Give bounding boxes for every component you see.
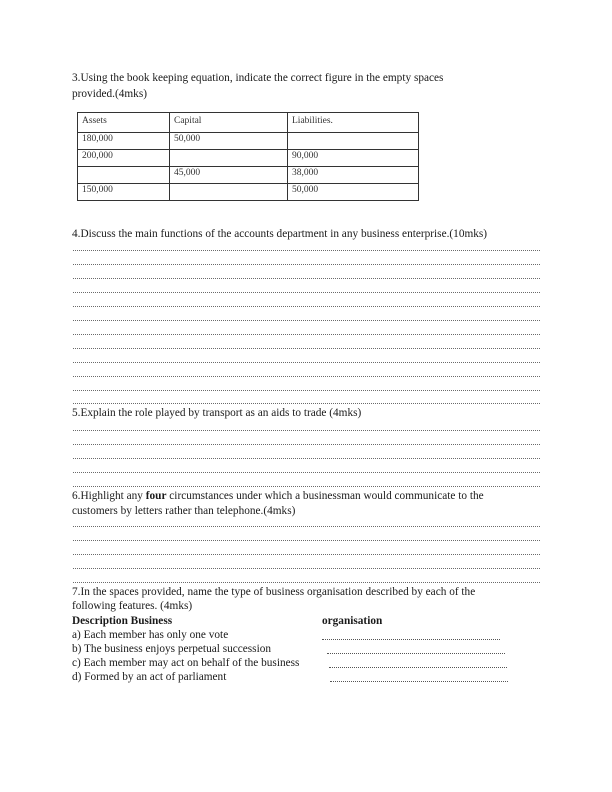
answer-line[interactable] — [73, 554, 540, 555]
q7-col-header-description: Description Business — [72, 615, 173, 627]
answer-line[interactable] — [73, 306, 540, 307]
q7-item-d: d) Formed by an act of parliament — [72, 671, 227, 683]
cell-assets-blank[interactable] — [78, 167, 170, 184]
cell-assets: 200,000 — [78, 150, 170, 167]
q6-emphasis: four — [145, 490, 167, 502]
answer-line[interactable] — [73, 444, 540, 445]
q7-answer-blank-a[interactable] — [322, 639, 500, 640]
q7-item-b: b) The business enjoys perpetual succession — [72, 643, 272, 655]
q7-prompt-line2: following features. (4mks) — [72, 600, 193, 612]
q3-prompt-line2: provided.(4mks) — [72, 88, 147, 100]
cell-capital: 50,000 — [170, 133, 288, 150]
cell-assets: 150,000 — [78, 184, 170, 201]
header-assets: Assets — [78, 113, 170, 133]
q5-prompt: 5.Explain the role played by transport as an aids to trade (4mks) — [72, 407, 362, 419]
answer-line[interactable] — [73, 486, 540, 487]
answer-line[interactable] — [73, 320, 540, 321]
answer-line[interactable] — [73, 568, 540, 569]
table-row — [78, 150, 419, 167]
answer-line[interactable] — [73, 264, 540, 265]
answer-line[interactable] — [73, 582, 540, 583]
header-capital: Capital — [170, 113, 288, 133]
header-liabilities: Liabilities. — [288, 113, 419, 133]
cell-capital-blank[interactable] — [170, 150, 288, 167]
answer-line[interactable] — [73, 362, 540, 363]
q6-prompt-line1 — [72, 489, 484, 504]
answer-line[interactable] — [73, 376, 540, 377]
cell-assets: 180,000 — [78, 133, 170, 150]
q7-prompt-line1: 7.In the spaces provided, name the type of business organisation described by each of the — [72, 586, 476, 598]
answer-line[interactable] — [73, 430, 540, 431]
table-row — [78, 133, 419, 150]
q7-item-a: a) Each member has only one vote — [72, 629, 229, 641]
q7-answer-blank-b[interactable] — [327, 653, 505, 654]
cell-capital: 45,000 — [170, 167, 288, 184]
answer-line[interactable] — [73, 292, 540, 293]
answer-line[interactable] — [73, 403, 540, 404]
cell-liabilities: 38,000 — [288, 167, 419, 184]
q4-prompt: 4.Discuss the main functions of the accounts department in any business enterprise.(10mks) — [72, 228, 488, 240]
bookkeeping-equation-table — [77, 112, 419, 201]
q7-item-c: c) Each member may act on behalf of the business — [72, 657, 300, 669]
answer-line[interactable] — [73, 334, 540, 335]
table-header-row — [78, 113, 419, 133]
answer-line[interactable] — [73, 458, 540, 459]
answer-line[interactable] — [73, 348, 540, 349]
answer-line[interactable] — [73, 390, 540, 391]
cell-capital-blank[interactable] — [170, 184, 288, 201]
cell-liabilities: 90,000 — [288, 150, 419, 167]
answer-line[interactable] — [73, 526, 540, 527]
q7-answer-blank-c[interactable] — [329, 667, 507, 668]
q6-prompt-line2: customers by letters rather than telephone.(4mks) — [72, 505, 296, 517]
table-row — [78, 184, 419, 201]
q3-prompt-line1: 3.Using the book keeping equation, indicate the correct figure in the empty spaces — [72, 72, 444, 84]
cell-liabilities-blank[interactable] — [288, 133, 419, 150]
q7-answer-blank-d[interactable] — [330, 681, 508, 682]
answer-line[interactable] — [73, 278, 540, 279]
answer-line[interactable] — [73, 472, 540, 473]
q7-col-header-organisation: organisation — [322, 615, 383, 627]
table-row — [78, 167, 419, 184]
q6-text-pre: 6.Highlight any — [72, 490, 146, 502]
q6-text-post: circumstances under which a businessman would communicate to the — [166, 490, 484, 502]
cell-liabilities: 50,000 — [288, 184, 419, 201]
answer-line[interactable] — [73, 540, 540, 541]
answer-line[interactable] — [73, 250, 540, 251]
